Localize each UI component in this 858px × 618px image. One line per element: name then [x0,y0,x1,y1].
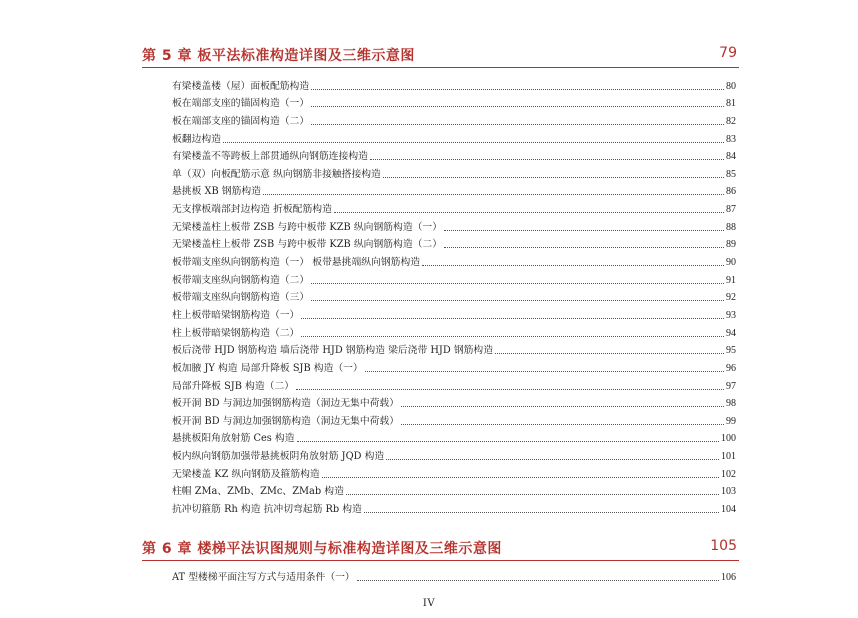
toc-entry-title: 板带端支座纵向钢筋构造（二） [172,274,310,286]
toc-entry-title: 悬挑板 XB 钢筋构造 [172,186,261,198]
toc-entry-page: 98 [726,398,736,410]
toc-entry[interactable] [172,498,736,516]
dot-leader [263,194,724,195]
dot-leader [365,371,724,372]
dot-leader [422,265,724,266]
toc-entry-title: 有梁楼盖楼（屋）面板配筋构造 [172,80,310,92]
chapter-6-entry-list [172,566,736,584]
toc-entry[interactable] [172,251,736,269]
dot-leader [301,318,724,319]
toc-entry-title: 单（双）向板配筋示意 纵向钢筋非接触搭接构造 [172,168,381,180]
toc-entry-title: 无梁楼盖 KZ 纵向钢筋及箍筋构造 [172,468,320,480]
dot-leader [346,494,719,495]
toc-entry[interactable] [172,287,736,305]
toc-entry-page: 81 [726,98,736,110]
chapter-5-entry-list [172,75,736,516]
toc-entry-title: 抗冲切箍筋 Rh 构造 抗冲切弯起筋 Rb 构造 [172,504,362,516]
toc-entry-page: 95 [726,345,736,357]
toc-entry[interactable] [172,163,736,181]
toc-entry-page: 100 [721,433,736,445]
dot-leader [444,247,724,248]
chapter-5-heading [142,41,739,68]
toc-entry-title: 有梁楼盖不等跨板上部贯通纵向钢筋连接构造 [172,151,368,163]
toc-entry[interactable] [172,463,736,481]
dot-leader [223,142,724,143]
toc-entry-page: 88 [726,221,736,233]
dot-leader [311,283,724,284]
toc-entry[interactable] [172,410,736,428]
dot-leader [383,177,724,178]
chapter-5-page: 79 [719,45,737,61]
toc-entry[interactable] [172,445,736,463]
toc-entry-title: 板在端部支座的锚固构造（二） [172,115,310,127]
toc-entry[interactable] [172,340,736,358]
toc-entry[interactable] [172,481,736,499]
toc-entry-page: 93 [726,309,736,321]
dot-leader [322,477,719,478]
toc-entry-title: 无梁楼盖柱上板带 ZSB 与跨中板带 KZB 纵向钢筋构造（二） [172,239,443,251]
dot-leader [297,441,719,442]
toc-entry[interactable] [172,110,736,128]
toc-entry-page: 80 [726,80,736,92]
dot-leader [311,124,724,125]
dot-leader [386,459,719,460]
chapter-5-title: 第 5 章 板平法标准构造详图及三维示意图 [142,48,415,64]
dot-leader [495,353,724,354]
chapter-6-page: 105 [710,538,737,554]
toc-entry[interactable] [172,393,736,411]
toc-entry-title: 板后浇带 HJD 钢筋构造 墙后浇带 HJD 钢筋构造 梁后浇带 HJD 钢筋构造 [172,345,494,357]
toc-entry-page: 84 [726,151,736,163]
toc-entry-title: 板内纵向钢筋加强带悬挑板阴角放射筋 JQD 构造 [172,451,385,463]
toc-entry[interactable] [172,304,736,322]
toc-entry-title: 板带端支座纵向钢筋构造（一） 板带悬挑端纵向钢筋构造 [172,257,421,269]
dot-leader [401,406,724,407]
toc-entry-page: 97 [726,380,736,392]
toc-entry-title: 局部升降板 SJB 构造（二） [172,380,295,392]
toc-entry-page: 96 [726,362,736,374]
toc-entry-page: 106 [721,571,736,583]
toc-entry[interactable] [172,566,736,584]
dot-leader [357,580,719,581]
dot-leader [311,89,724,90]
toc-entry[interactable] [172,93,736,111]
dot-leader [364,512,719,513]
dot-leader [444,230,724,231]
toc-entry-title: 悬挑板阳角放射筋 Ces 构造 [172,433,295,445]
toc-entry-title: 柱上板带暗梁钢筋构造（一） [172,309,300,321]
toc-entry[interactable] [172,198,736,216]
dot-leader [334,212,724,213]
toc-entry[interactable] [172,375,736,393]
toc-entry[interactable] [172,216,736,234]
toc-entry-page: 83 [726,133,736,145]
toc-entry-page: 86 [726,186,736,198]
toc-entry-title: AT 型楼梯平面注写方式与适用条件（一） [172,571,355,583]
toc-entry-title: 柱上板带暗梁钢筋构造（二） [172,327,300,339]
toc-entry-page: 87 [726,204,736,216]
toc-entry-page: 94 [726,327,736,339]
chapter-6-title: 第 6 章 楼梯平法识图规则与标准构造详图及三维示意图 [142,541,502,557]
toc-entry[interactable] [172,428,736,446]
toc-entry-page: 102 [721,468,736,480]
toc-entry[interactable] [172,181,736,199]
toc-entry[interactable] [172,128,736,146]
chapter-6-heading [142,534,739,561]
toc-entry-page: 104 [721,504,736,516]
toc-entry-title: 板在端部支座的锚固构造（一） [172,98,310,110]
toc-entry-title: 无梁楼盖柱上板带 ZSB 与跨中板带 KZB 纵向钢筋构造（一） [172,221,443,233]
dot-leader [311,106,724,107]
toc-entry[interactable] [172,269,736,287]
toc-entry-page: 103 [721,486,736,498]
dot-leader [296,389,724,390]
toc-entry[interactable] [172,146,736,164]
toc-entry[interactable] [172,322,736,340]
toc-entry[interactable] [172,234,736,252]
dot-leader [301,336,724,337]
toc-entry-title: 板开洞 BD 与洞边加强钢筋构造（洞边无集中荷载） [172,415,400,427]
toc-entry-title: 板开洞 BD 与洞边加强钢筋构造（洞边无集中荷载） [172,398,400,410]
toc-entry-title: 板加腋 JY 构造 局部升降板 SJB 构造（一） [172,362,363,374]
toc-entry[interactable] [172,357,736,375]
dot-leader [370,159,724,160]
toc-entry-page: 92 [726,292,736,304]
toc-entry-page: 91 [726,274,736,286]
toc-entry-page: 85 [726,168,736,180]
page-number-footer: IV [422,598,436,609]
toc-entry[interactable] [172,75,736,93]
dot-leader [401,424,724,425]
toc-entry-title: 板带端支座纵向钢筋构造（三） [172,292,310,304]
toc-entry-page: 90 [726,257,736,269]
toc-entry-page: 99 [726,415,736,427]
toc-entry-title: 无支撑板端部封边构造 折板配筋构造 [172,204,332,216]
toc-entry-title: 柱帽 ZMa、ZMb、ZMc、ZMab 构造 [172,486,344,498]
dot-leader [311,300,724,301]
toc-entry-title: 板翻边构造 [172,133,221,145]
toc-entry-page: 89 [726,239,736,251]
toc-entry-page: 82 [726,115,736,127]
toc-entry-page: 101 [721,451,736,463]
